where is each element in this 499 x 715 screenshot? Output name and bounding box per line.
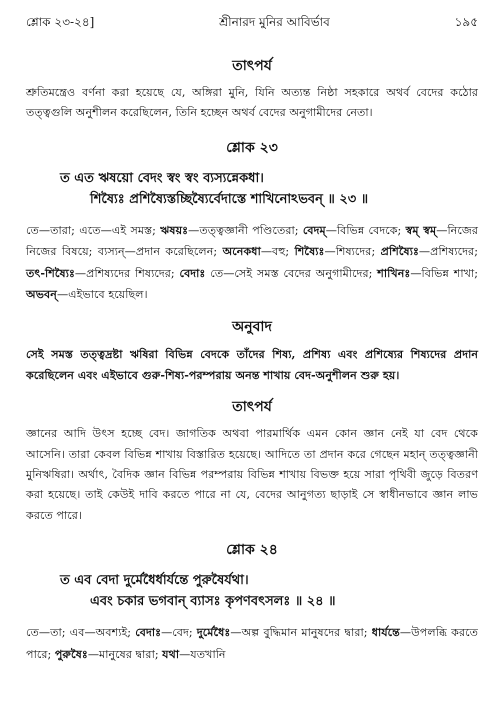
translation-text: সেই সমস্ত তত্ত্বদ্রষ্টা ঋষিরা বিভিন্ন বেদকে তাঁদের শিষ্য, প্রশিষ্য এবং প্রশিষ্যের শিষ্যদের প্রদান করেছিলেন এবং এইভাবে গুরু-শিষ্য-পরম্পরায় অনন্ত শাখায় বেদ-অনুশীলন শুরু হয়। [26, 347, 478, 382]
synonym-entry [26, 288, 148, 301]
purport-2-text: জ্ঞানের আদি উৎস হচ্ছে বেদ। জাগতিক অথবা পারমার্থিক এমন কোন জ্ঞান নেই যা বেদ থেকে আসেনি। তারা কেবল বিভিন্ন শাখায় বিস্তারিত হয়েছে। আদিতে তা প্রদান করে গেছেন মহান্ তত্ত্বজ্ঞানী মুনিঋষিরা। অর্থাৎ, বৈদিক জ্ঞান বিভিন্ন পরম্পরায় বিভিন্ন শাখায় বিভক্ত হয়ে সারা পৃথিবী জুড়ে বিতরণ করা হয়েছে। তাই কেউই দাবি করতে পারে না যে, বেদের আনুগত্য ছাড়াই সে স্বাধীনভাবে জ্ঞান লাভ করতে পারে। [26, 427, 478, 522]
synonym-gloss: ব্যস্যন্—প্রদান করেছিলেন; [97, 245, 223, 259]
translation-heading: অনুবাদ [232, 319, 272, 336]
synonym-term: ঋষয়ঃ [160, 222, 189, 237]
synonym-gloss: —যতখানি [179, 647, 226, 661]
synonym-gloss: —বেদ; [161, 626, 197, 640]
synonym-gloss: —প্রশিষ্যদের; [418, 245, 478, 259]
header-verse-range: শ্লোক ২৩-২৪] [26, 15, 95, 29]
synonym-entry [135, 626, 197, 639]
synonym-entry [303, 224, 406, 237]
synonym-term: বেদম্ [302, 222, 326, 237]
header-page-number: ১৯৫ [454, 15, 478, 29]
synonym-gloss: —উপলব্ধি করতে পারে; [26, 626, 478, 661]
synonym-entry [79, 224, 160, 237]
synonym-gloss: —এইভাবে হয়েছিল। [56, 288, 148, 302]
synonym-entry [160, 224, 303, 237]
synonym-term: বেদাঃ [179, 265, 206, 280]
synonym-entry [180, 267, 378, 280]
synonym-term: ধার্যন্তে [371, 625, 400, 640]
synonym-entry [223, 245, 295, 258]
synonym-gloss: এতে—এই সমস্ত; [79, 223, 161, 237]
verse-23-heading: শ্লোক ২৩ [226, 139, 278, 156]
synonym-gloss: —নিজের নিজের বিষয়ে; [26, 223, 479, 259]
synonym-gloss: —মানুষের দ্বারা; [87, 647, 163, 661]
synonym-gloss: —বিভিন্ন শাখা; [410, 266, 478, 280]
purport-heading: তাৎপর্য [232, 58, 272, 74]
synonym-term: অনেকধা [222, 244, 261, 259]
synonym-entry [162, 648, 225, 661]
synonyms-23 [26, 220, 478, 306]
synonym-entry [197, 626, 372, 639]
synonym-gloss: —অল্প বুদ্ধিমান মানুষদের দ্বারা; [230, 626, 372, 640]
verse-23-text [26, 168, 478, 210]
synonym-term: পুরুষৈঃ [54, 646, 88, 661]
synonym-entry [381, 245, 478, 258]
synonym-gloss: তে—তারা; [26, 223, 80, 237]
synonym-entry [26, 626, 70, 639]
synonym-term: বেদাঃ [135, 625, 162, 640]
synonym-gloss: তে—সেই সমস্ত বেদের অনুগামীদের; [205, 266, 378, 280]
page [26, 14, 478, 665]
synonym-gloss: —বিভিন্ন বেদকে; [325, 223, 406, 237]
synonym-gloss: —শিষ্যদের; [324, 245, 381, 259]
purport-2-heading: তাৎপর্য [232, 399, 272, 416]
verse-24-line-1: ত এব বেদা দুর্মেধৈর্ধার্যন্তে পুরুষৈর্যথা। [60, 573, 249, 589]
synonym-entry [26, 224, 79, 237]
synonym-term: যথা [162, 646, 180, 661]
header-chapter-title: শ্রীনারদ মুনির আবির্ভাব [219, 15, 330, 29]
synonym-term: শিষ্যৈঃ [294, 244, 325, 259]
synonym-entry [377, 267, 478, 280]
purport-text: শ্রুতিমন্ত্রেও বর্ণনা করা হয়েছে যে, অঙ্গিরা মুনি, যিনি অত্যন্ত নিষ্ঠা সহকারে অথর্ব বেদের কঠোর তত্ত্বগুলি অনুশীলন করেছিলেন, তিনি হচ্ছেন অথর্ব বেদের অনুগামীদের নেতা। [26, 86, 478, 120]
synonym-gloss: তে—তা; [26, 626, 70, 640]
synonym-term: তৎ-শিষ্যৈঃ [26, 265, 75, 280]
verse-23-line-2: শিষ্যৈঃ প্রশিষ্যৈস্তচ্ছিষ্যৈর্বেদাস্তে শাখিনোঽভবন্ ॥ ২৩ ॥ [90, 191, 369, 207]
synonym-term: স্বম্ স্বম্ [405, 222, 437, 237]
synonym-entry [55, 648, 162, 661]
synonyms-24 [26, 622, 478, 665]
verse-24-line-2: এবং চকার ভগবান্ ব্যাসঃ কৃপণবৎসলঃ ॥ ২৪ ॥ [90, 594, 336, 610]
synonym-term: প্রশিষ্যৈঃ [380, 244, 419, 259]
synonym-term: শাখিনঃ [377, 265, 411, 280]
verse-24-text [26, 570, 478, 612]
synonym-term: দুর্মেধৈঃ [196, 625, 231, 640]
synonym-gloss: এব—অবশ্যই; [69, 626, 136, 640]
verse-24-heading: শ্লোক ২৪ [226, 542, 278, 559]
running-header [26, 14, 478, 32]
verse-23-line-1: ত এত ঋষয়ো বেদং স্বং স্বং ব্যস্যন্নেকধা। [60, 170, 264, 186]
synonym-term: অভবন্ [26, 287, 57, 302]
synonym-entry [295, 245, 381, 258]
synonym-gloss: —বহু; [260, 245, 295, 259]
synonym-gloss: —তত্ত্বজ্ঞানী পণ্ডিতেরা; [188, 223, 303, 237]
synonym-gloss: —প্রশিষ্যদের শিষ্যদের; [74, 266, 180, 280]
synonym-entry [70, 626, 135, 639]
synonym-entry [26, 267, 180, 280]
synonym-entry [98, 245, 223, 258]
